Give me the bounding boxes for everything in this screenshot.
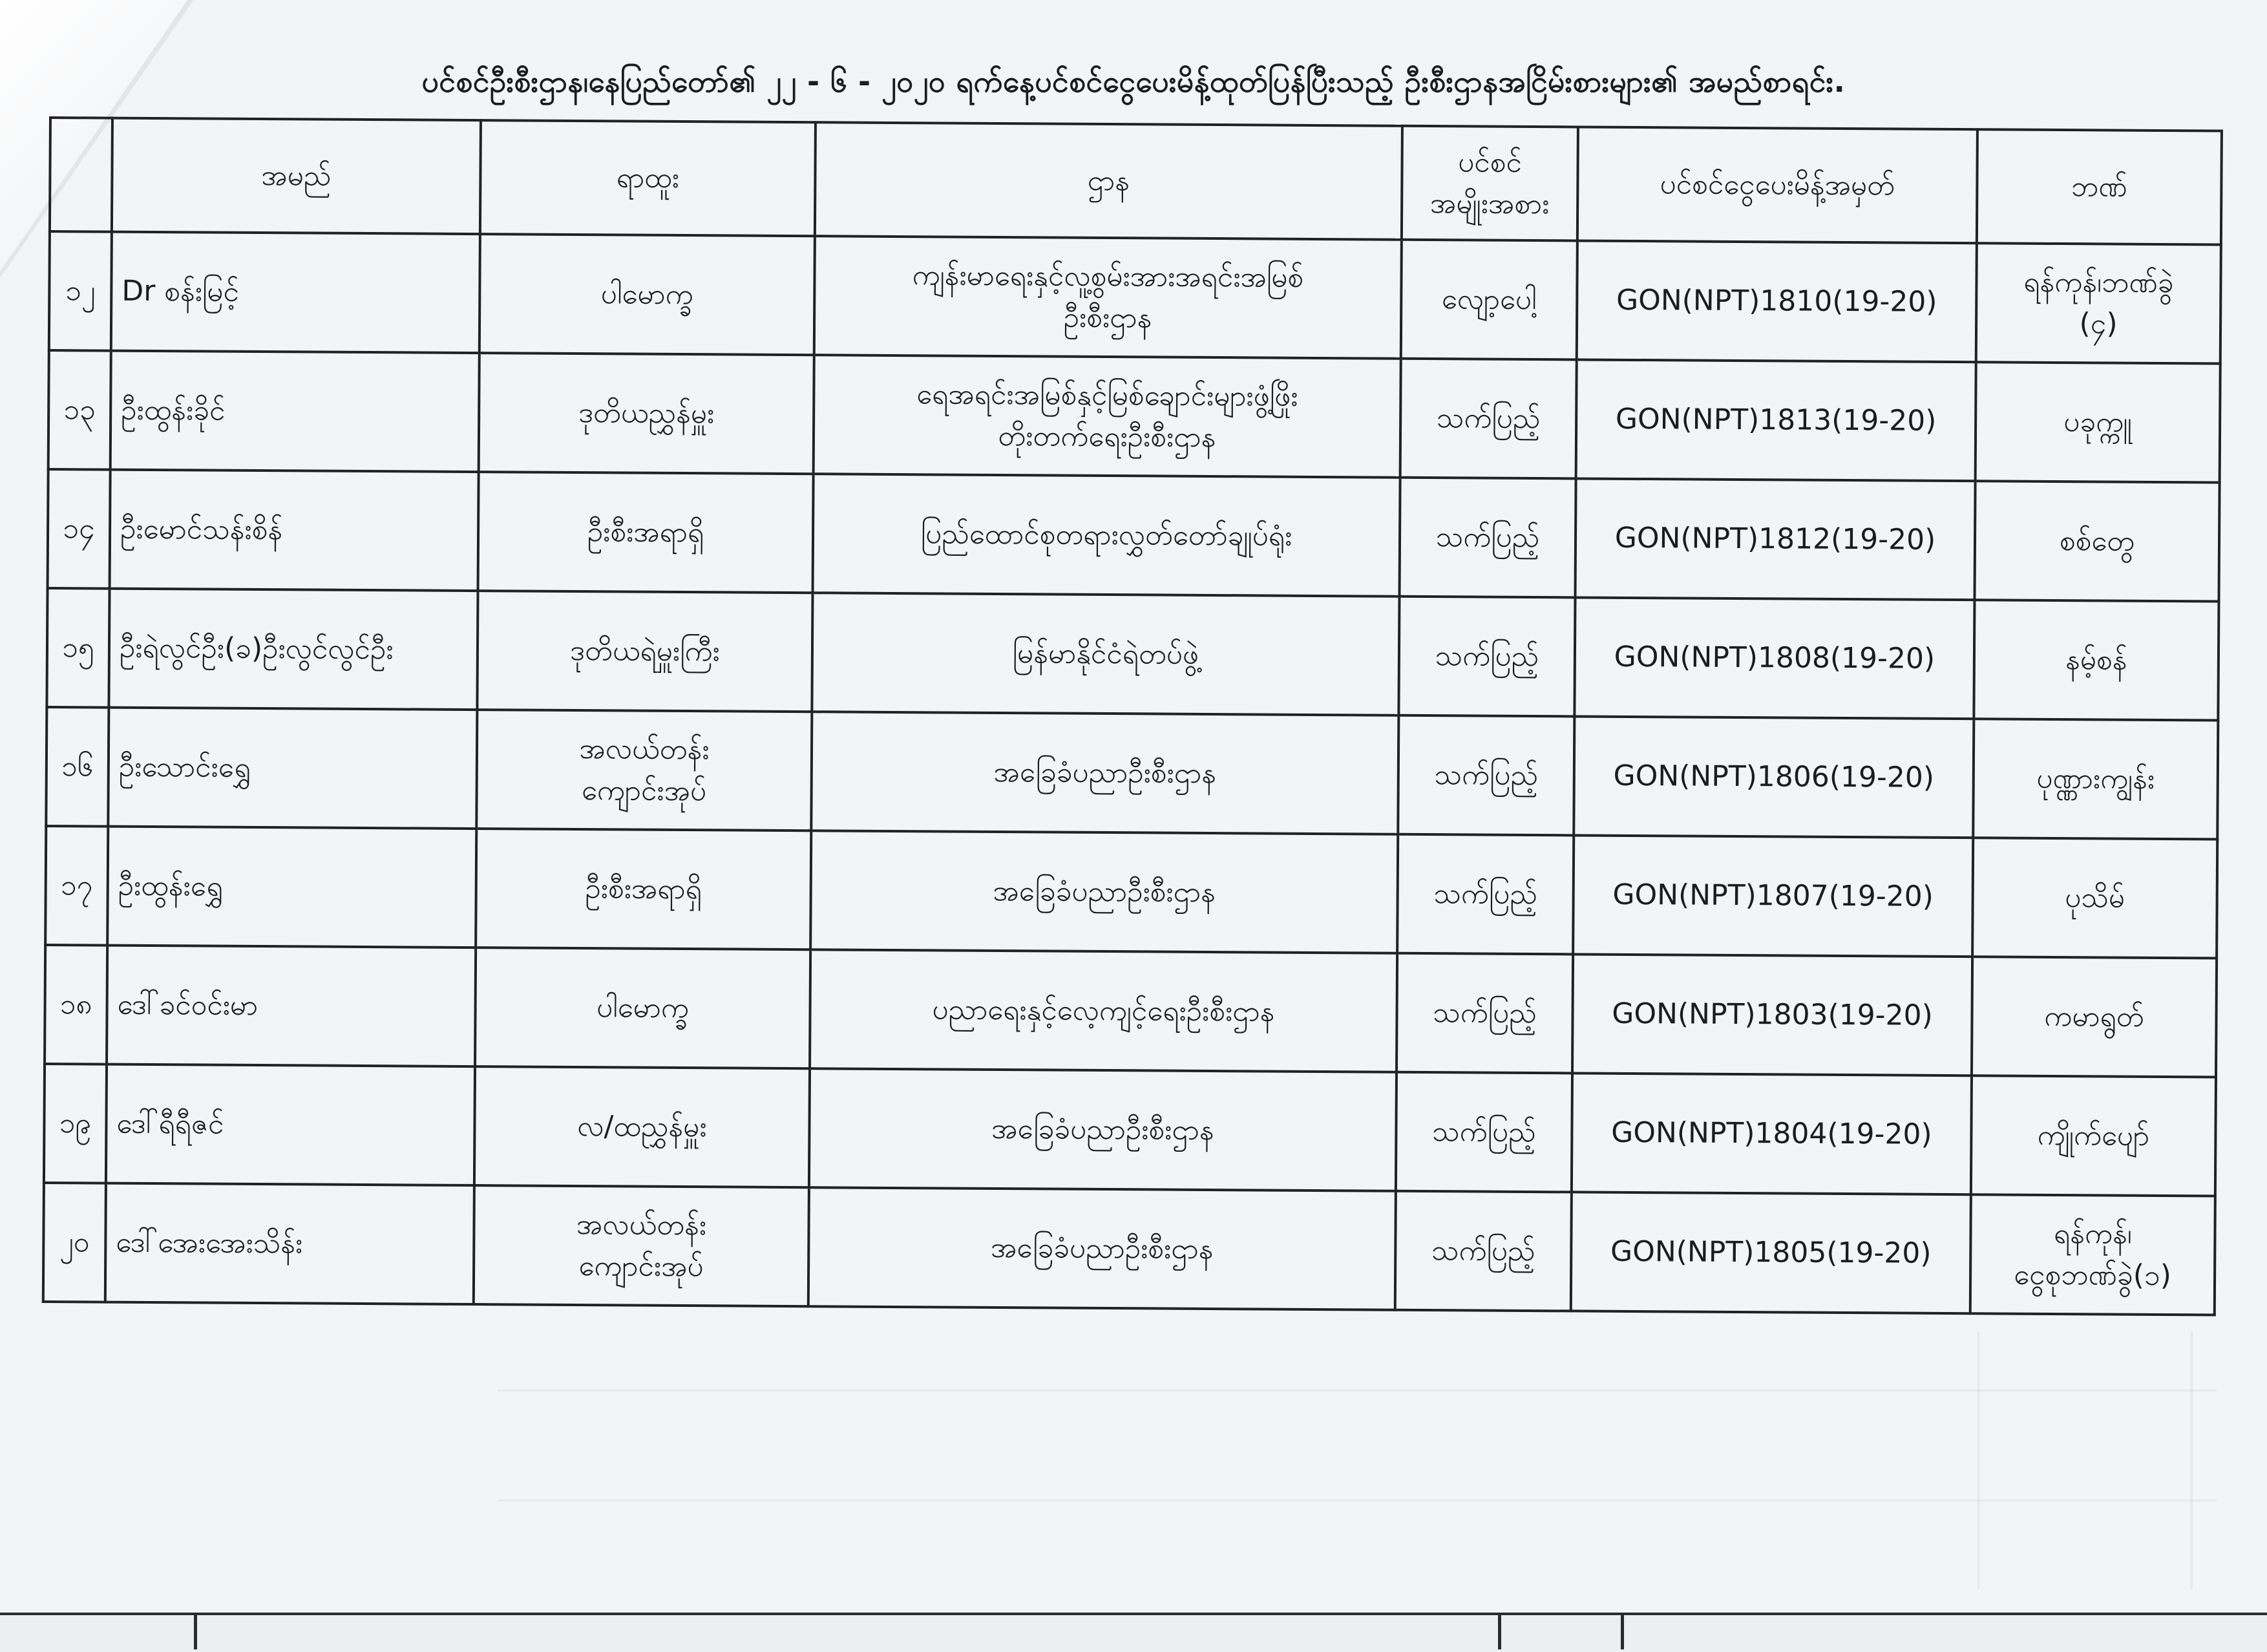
cell-rank: ပါမောက္ခ bbox=[475, 948, 810, 1068]
cell-name: ဦးရဲလွင်ဦး(ခ)ဦးလွင်လွင်ဦး bbox=[109, 589, 478, 710]
cell-no: ၁၄ bbox=[48, 469, 111, 589]
table-row bbox=[45, 945, 2217, 1077]
cell-department: ပြည်ထောင်စုတရားလွှတ်တော်ချုပ်ရုံး bbox=[813, 474, 1400, 597]
cell-pension-type: သက်ပြည့် bbox=[1396, 1072, 1572, 1192]
bleed-through-line bbox=[1977, 1331, 1979, 1590]
cell-pension-order-no: GON(NPT)1813(19-20) bbox=[1576, 359, 1976, 481]
cell-pension-type: သက်ပြည့် bbox=[1397, 953, 1573, 1074]
cell-name: ဦးသောင်းရွှေ bbox=[108, 708, 477, 829]
bottom-edge-strip bbox=[0, 1613, 2267, 1652]
cell-name: ဦးထွန်းရွှေ bbox=[107, 827, 476, 948]
cell-rank: ဒုတိယညွှန်မှူး bbox=[479, 353, 814, 474]
cell-pension-type: သက်ပြည့် bbox=[1400, 359, 1577, 479]
cell-no: ၁၃ bbox=[48, 350, 111, 470]
cell-no: ၁၈ bbox=[45, 945, 107, 1064]
header-treasury: ဘဏ် bbox=[1977, 129, 2222, 244]
cell-department: အခြေခံပညာဦးစီးဌာန bbox=[809, 1068, 1397, 1191]
cell-treasury: ကမာရွတ် bbox=[1972, 957, 2217, 1077]
table-row bbox=[46, 707, 2218, 840]
bleed-through-line bbox=[498, 1390, 2217, 1392]
cell-no: ၁၂ bbox=[49, 231, 112, 351]
cell-treasury: ရန်ကုန်၊ ငွေစုဘဏ်ခွဲ(၁) bbox=[1970, 1194, 2215, 1315]
cell-department: အခြေခံပညာဦးစီးဌာန bbox=[811, 712, 1398, 834]
cell-treasury: ပုသိမ် bbox=[1972, 838, 2217, 958]
cell-no: ၂၀ bbox=[43, 1183, 106, 1302]
cell-pension-type: သက်ပြည့် bbox=[1398, 597, 1575, 717]
table-row bbox=[44, 1064, 2216, 1196]
cell-treasury: ပုဏ္ဏားကျွန်း bbox=[1973, 719, 2218, 839]
table-row bbox=[48, 350, 2220, 483]
header-no bbox=[50, 118, 112, 232]
cell-pension-type: လျော့ပေါ့ bbox=[1401, 240, 1577, 360]
cell-rank: လ/ထညွှန်မှူး bbox=[474, 1066, 810, 1187]
cell-department: ပညာရေးနှင့်လေ့ကျင့်ရေးဦးစီးဌာန bbox=[810, 949, 1397, 1072]
bleed-through-line bbox=[2191, 1331, 2193, 1590]
cell-pension-order-no: GON(NPT)1808(19-20) bbox=[1574, 597, 1974, 719]
cell-pension-order-no: GON(NPT)1805(19-20) bbox=[1571, 1192, 1971, 1313]
header-department: ဌာန bbox=[815, 122, 1402, 240]
cell-department: ကျန်းမာရေးနှင့်လူ့စွမ်းအားအရင်းအမြစ် ဦးစီးဌာန bbox=[814, 236, 1402, 359]
cell-rank: ဦးစီးအရာရှိ bbox=[478, 472, 814, 593]
pension-list-table bbox=[42, 116, 2223, 1317]
cell-pension-order-no: GON(NPT)1807(19-20) bbox=[1573, 835, 1973, 957]
bottom-edge-mark bbox=[194, 1613, 197, 1649]
cell-no: ၁၉ bbox=[44, 1064, 107, 1183]
cell-no: ၁၇ bbox=[45, 826, 108, 946]
table-header-row bbox=[50, 118, 2222, 245]
cell-name: ဦးထွန်းခိုင် bbox=[111, 351, 480, 472]
cell-rank: အလယ်တန်း ကျောင်းအုပ် bbox=[474, 1185, 809, 1306]
cell-name: ဒေါ်ရီရီဇင် bbox=[106, 1064, 475, 1185]
cell-department: မြန်မာနိုင်ငံရဲတပ်ဖွဲ့ bbox=[812, 593, 1399, 715]
cell-pension-order-no: GON(NPT)1812(19-20) bbox=[1575, 478, 1975, 600]
cell-treasury: ရန်ကုန်၊ဘဏ်ခွဲ (၄) bbox=[1976, 243, 2221, 363]
bottom-edge-mark bbox=[1498, 1613, 1501, 1649]
cell-name: ဒေါ်အေးအေးသိန်း bbox=[105, 1183, 474, 1304]
bottom-edge-mark bbox=[1621, 1613, 1624, 1649]
table-row bbox=[43, 1183, 2215, 1315]
bleed-through-line bbox=[498, 1499, 2217, 1501]
cell-pension-order-no: GON(NPT)1804(19-20) bbox=[1572, 1073, 1972, 1194]
cell-pension-type: သက်ပြည့် bbox=[1397, 834, 1574, 955]
table-row bbox=[49, 231, 2221, 364]
cell-pension-type: သက်ပြည့် bbox=[1398, 715, 1574, 836]
header-name: အမည် bbox=[112, 118, 481, 234]
table-row bbox=[48, 469, 2220, 602]
cell-treasury: ကျိုက်ပျော် bbox=[1971, 1075, 2216, 1196]
cell-treasury: စစ်တွေ bbox=[1974, 481, 2219, 601]
cell-rank: ဒုတိယရဲမှူးကြီး bbox=[477, 591, 812, 712]
cell-treasury: ပခုက္ကူ bbox=[1976, 362, 2220, 482]
cell-no: ၁၅ bbox=[47, 588, 109, 708]
cell-pension-type: သက်ပြည့် bbox=[1395, 1191, 1572, 1311]
header-rank: ရာထူး bbox=[480, 120, 816, 236]
cell-rank: ဦးစီးအရာရှိ bbox=[476, 829, 811, 949]
cell-treasury: နမ့်စန် bbox=[1974, 600, 2219, 720]
cell-name: ဒေါ်ခင်ဝင်းမာ bbox=[107, 946, 476, 1066]
header-pension-type: ပင်စင် အမျိုးအစား bbox=[1402, 126, 1578, 241]
cell-pension-order-no: GON(NPT)1803(19-20) bbox=[1572, 954, 1972, 1075]
cell-name: ဦးမောင်သန်းစိန် bbox=[110, 470, 479, 591]
cell-department: အခြေခံပညာဦးစီးဌာန bbox=[810, 831, 1398, 953]
cell-no: ၁၆ bbox=[46, 707, 109, 827]
cell-rank: ပါမောက္ခ bbox=[480, 234, 815, 355]
cell-rank: အလယ်တန်း ကျောင်းအုပ် bbox=[476, 710, 812, 831]
cell-pension-order-no: GON(NPT)1806(19-20) bbox=[1574, 716, 1974, 838]
document-title: ပင်စင်ဦးစီးဌာန၊နေပြည်တော်၏ ၂၂ - ၆ - ၂၀၂၀ ရက်နေ့ပင်စင်ငွေပေးမိန့်ထုတ်ပြန်ပြီးသည့် ဦးစီးဌာနအငြိမ်းစားများ၏ အမည်စာရင်း. bbox=[421, 64, 1846, 99]
table-row bbox=[47, 588, 2219, 721]
cell-name: Dr စန်းမြင့် bbox=[111, 232, 480, 353]
table-row bbox=[45, 826, 2217, 958]
header-pension-order-no: ပင်စင်ငွေပေးမိန့်အမှတ် bbox=[1577, 127, 1977, 243]
cell-pension-type: သက်ပြည့် bbox=[1400, 478, 1576, 598]
cell-pension-order-no: GON(NPT)1810(19-20) bbox=[1577, 240, 1977, 362]
cell-department: အခြေခံပညာဦးစီးဌာန bbox=[808, 1187, 1396, 1310]
cell-department: ရေအရင်းအမြစ်နှင့်မြစ်ချောင်းများဖွံ့ဖြိုး တိုးတက်ရေးဦးစီးဌာန bbox=[814, 355, 1401, 478]
